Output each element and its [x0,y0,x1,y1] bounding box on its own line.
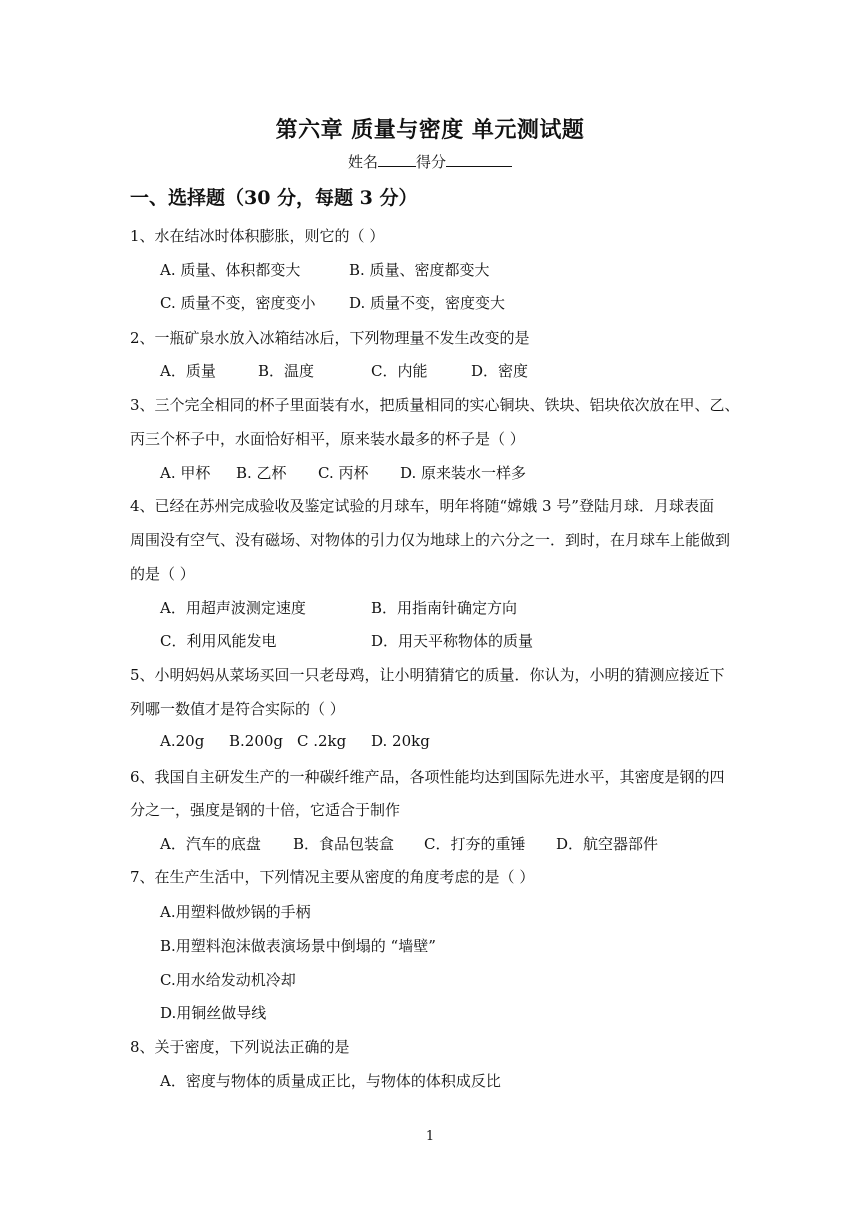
question-7-option-c: C.用水给发动机冷却 [160,971,296,989]
question-5-option-c: C .2kg [297,732,347,750]
question-4-option-a: A．用超声波测定速度 [160,599,306,617]
question-1-stem: 1、水在结冰时体积膨胀，则它的（ ） [130,227,385,245]
question-2-stem: 2、一瓶矿泉水放入冰箱结冰后，下列物理量不发生改变的是 [130,329,530,347]
question-3-option-d: D. 原来装水一样多 [400,464,527,482]
question-7-option-d: D.用铜丝做导线 [160,1004,267,1022]
question-7-option-b: B.用塑料泡沫做表演场景中倒塌的 “墙壁” [160,937,436,955]
question-3-option-b: B. 乙杯 [236,464,287,482]
question-3-stem-line-1: 3、三个完全相同的杯子里面装有水，把质量相同的实心铜块、铁块、铝块依次放在甲、乙、 [130,396,740,414]
page-title: 第六章 质量与密度 单元测试题 [275,117,585,143]
question-2-option-d: D．密度 [471,362,529,380]
question-4-option-c: C．利用风能发电 [160,632,277,650]
question-4-stem-line-1: 4、已经在苏州完成验收及鉴定试验的月球车，明年将随“嫦娥 3 号”登陆月球．月球表面 [130,497,714,515]
question-7-stem: 7、在生产生活中，下列情况主要从密度的角度考虑的是（ ） [130,868,535,886]
question-4-stem-line-3: 的是（ ） [130,565,195,583]
name-blank[interactable] [378,152,416,167]
question-6-stem-line-1: 6、我国自主研发生产的一种碳纤维产品，各项性能均达到国际先进水平，其密度是钢的四 [130,768,725,786]
question-2-option-a: A．质量 [160,362,216,380]
question-5-option-b: B.200g [229,732,284,750]
score-label: 得分 [416,153,447,171]
question-4-option-b: B．用指南针确定方向 [371,599,518,617]
question-3-option-c: C. 丙杯 [318,464,369,482]
question-7-option-a: A.用塑料做炒锅的手柄 [160,903,311,921]
question-6-option-d: D．航空器部件 [556,835,659,853]
question-5-option-a: A.20g [160,732,205,750]
question-3-option-a: A. 甲杯 [160,464,211,482]
question-5-stem-line-1: 5、小明妈妈从菜场买回一只老母鸡，让小明猜猜它的质量．你认为，小明的猜测应接近下 [130,666,725,684]
question-6-option-a: A．汽车的底盘 [160,835,261,853]
question-6-option-b: B．食品包装盒 [293,835,395,853]
question-1-option-a: A. 质量、体积都变大 [160,261,301,279]
question-5-option-d: D. 20kg [371,732,430,750]
question-4-stem-line-2: 周围没有空气、没有磁场、对物体的引力仅为地球上的六分之一．到时，在月球车上能做到 [130,531,731,549]
section-heading: 一、选择题（30 分，每题 3 分） [130,187,418,209]
question-2-option-c: C．内能 [371,362,428,380]
score-blank[interactable] [446,152,512,167]
name-score-line [0,151,860,172]
question-8-option-a: A．密度与物体的质量成正比，与物体的体积成反比 [160,1072,501,1090]
question-8-stem: 8、关于密度，下列说法正确的是 [130,1038,350,1056]
question-1-option-c: C. 质量不变，密度变小 [160,294,316,312]
question-3-stem-line-2: 丙三个杯子中，水面恰好相平，原来装水最多的杯子是（ ） [130,430,525,448]
question-5-stem-line-2: 列哪一数值才是符合实际的（ ） [130,700,345,718]
page-number: 1 [425,1129,435,1144]
question-4-option-d: D．用天平称物体的质量 [371,632,534,650]
question-1-option-d: D. 质量不变，密度变大 [349,294,506,312]
name-label: 姓名 [347,153,378,171]
question-6-stem-line-2: 分之一，强度是钢的十倍，它适合于制作 [130,801,401,819]
question-6-option-c: C．打夯的重锤 [424,835,526,853]
question-1-option-b: B. 质量、密度都变大 [349,261,490,279]
question-2-option-b: B．温度 [258,362,315,380]
